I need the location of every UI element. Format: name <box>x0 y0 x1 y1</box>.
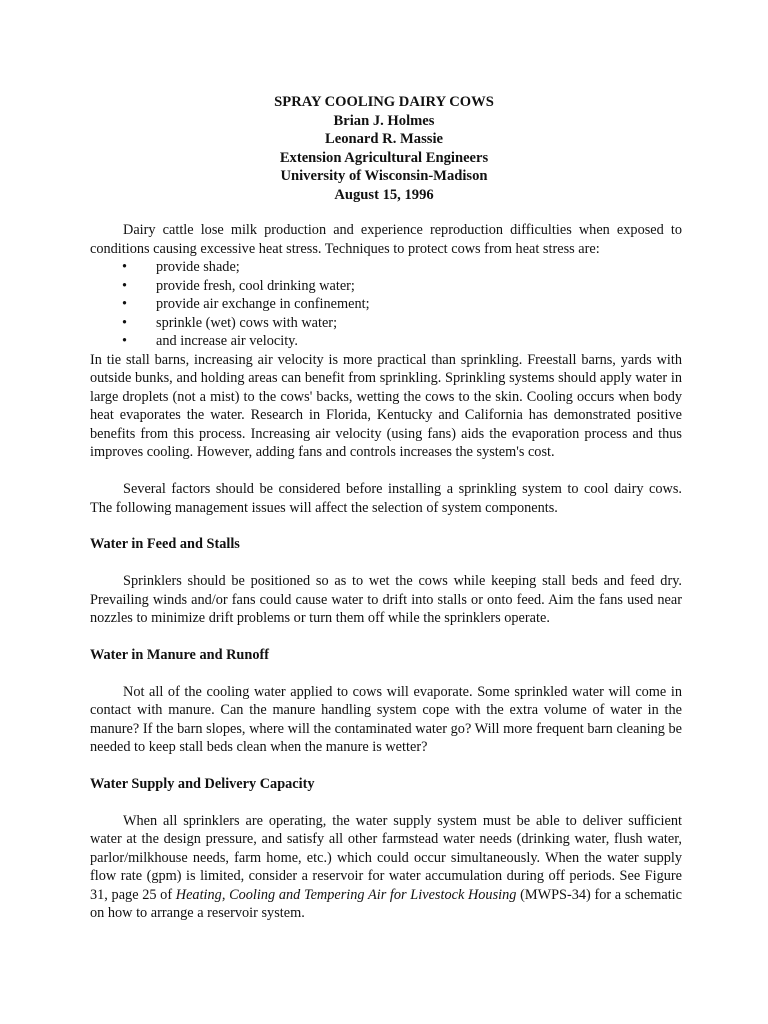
document-date: August 15, 1996 <box>334 186 434 203</box>
list-item-text: sprinkle (wet) cows with water; <box>156 314 338 331</box>
list-item <box>90 295 682 314</box>
body-paragraph: Several factors should be considered before installing a sprinkling system to cool dairy cows. The following management issues will affect the selection of system components. <box>90 481 682 516</box>
section-text: (MWPS-34) for a schematic on how to arrange a reservoir system. <box>90 886 682 921</box>
list-item <box>90 277 682 296</box>
section-paragraph: Sprinklers should be positioned so as to wet the cows while keeping stall beds and feed dry. Prevailing winds and/or fans could cause water to drift into stalls or onto feed. Aim the fans used near nozzles to minimize drift problems or turn them off while the sprinklers operate. <box>90 573 682 626</box>
section-heading: Water Supply and Delivery Capacity <box>90 775 315 792</box>
bullet-icon: • <box>122 259 128 275</box>
author-name: Brian J. Holmes <box>333 112 435 129</box>
publication-title: Heating, Cooling and Tempering Air for Livestock Housing <box>175 886 517 903</box>
bullet-icon: • <box>122 314 128 331</box>
document-header <box>0 93 768 205</box>
list-item-text: provide air exchange in confinement; <box>156 296 370 312</box>
body-paragraph: In tie stall barns, increasing air velocity is more practical than sprinkling. Freestall barns, yards with outside bunks, and holding areas can benefit from sprinkling. Sprinkling systems should apply water in large droplets (not a mist) to the cows' backs, wetting the cows to the skin. Cooling occurs when body heat evaporates the water. Research in Florida, Kentucky and California has demonstrated positive benefits from this process. Increasing air velocity (using fans) aids the evaporation process and thus improves cooling. However, adding fans and controls increases the system's cost. <box>90 351 682 460</box>
list-item-text: and increase air velocity. <box>156 333 298 349</box>
author-institution: University of Wisconsin-Madison <box>280 168 488 185</box>
section-heading: Water in Manure and Runoff <box>90 646 269 663</box>
list-item <box>90 314 682 333</box>
section-text: When all sprinklers are operating, the water supply system must be able to deliver sufficient water at the design pressure, and satisfy all other farmstead water needs (drinking water, flush water, parlor/milkhouse needs, farm home, etc.) which could occur simultaneously. When the water supply flow rate (gpm) is limited, consider a reservoir for water accumulation during off periods. See Figure 31, page 25 of <box>90 812 682 903</box>
document-body <box>90 221 682 923</box>
document-title: SPRAY COOLING DAIRY COWS <box>274 94 494 110</box>
list-item <box>90 332 682 351</box>
list-item-text: provide shade; <box>156 259 240 275</box>
list-item-text: provide fresh, cool drinking water; <box>156 277 355 294</box>
bullet-icon: • <box>122 333 128 349</box>
intro-paragraph: Dairy cattle lose milk production and experience reproduction difficulties when exposed to conditions causing excessive heat stress. Techniques to protect cows from heat stress are: <box>90 222 682 257</box>
author-role: Extension Agricultural Engineers <box>279 149 489 166</box>
section-heading: Water in Feed and Stalls <box>90 536 240 552</box>
heat-stress-techniques-list <box>90 258 682 351</box>
author-name: Leonard R. Massie <box>325 131 443 148</box>
list-item <box>90 258 682 277</box>
section-paragraph: Not all of the cooling water applied to cows will evaporate. Some sprinkled water will come in contact with manure. Can the manure handling system cope with the extra volume of water in the manure? If the barn slopes, where will the contaminated water go? Will more frequent barn cleaning be needed to keep stall beds clean when the manure is wetter? <box>90 683 682 755</box>
bullet-icon: • <box>122 296 128 312</box>
bullet-icon: • <box>122 277 128 294</box>
section-paragraph <box>90 812 682 923</box>
